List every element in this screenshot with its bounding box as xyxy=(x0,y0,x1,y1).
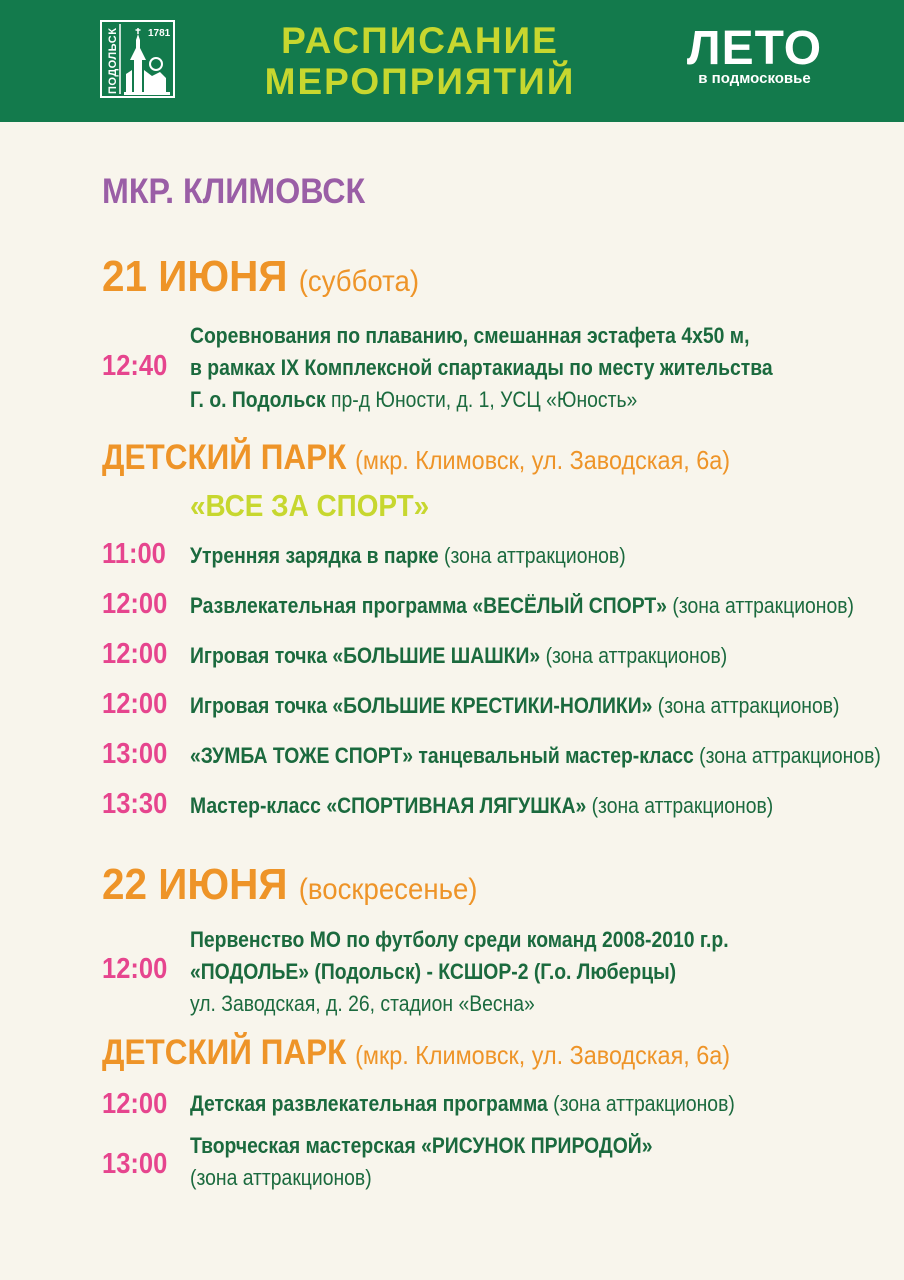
day1-venue-name: ДЕТСКИЙ ПАРК xyxy=(102,438,347,477)
day2-event1-line2: «ПОДОЛЬЕ» (Подольск) - КСШОР-2 (Г.о. Люберцы) xyxy=(190,959,677,984)
day2-event-text-line2: (зона аттракционов) xyxy=(190,1165,372,1190)
day2-event-time: 12:00 xyxy=(102,1088,168,1120)
day2-venue-name: ДЕТСКИЙ ПАРК xyxy=(102,1033,347,1072)
day1-event-time: 11:00 xyxy=(102,538,166,570)
day2-venue-heading xyxy=(102,1033,730,1075)
day2-event-text: Детская развлекательная программа (зона аттракционов) xyxy=(190,1091,735,1116)
day2-event1-line1: Первенство МО по футболу среди команд 2008-2010 г.р. xyxy=(190,927,729,952)
day1-event-time: 12:00 xyxy=(102,688,168,720)
day1-event-text: «ЗУМБА ТОЖЕ СПОРТ» танцевальный мастер-класс (зона аттракционов) xyxy=(190,743,881,768)
day1-event1-line2: в рамках IX Комплексной спартакиады по месту жительства xyxy=(190,355,773,380)
day2-event-time: 13:00 xyxy=(102,1148,168,1180)
day1-venue-subtitle: «ВСЕ ЗА СПОРТ» xyxy=(190,488,430,523)
day1-event-text: Игровая точка «БОЛЬШИЕ ШАШКИ» (зона аттракционов) xyxy=(190,643,728,668)
day1-event-time: 13:00 xyxy=(102,738,168,770)
day1-event-time: 12:00 xyxy=(102,588,168,620)
header-title-line1: РАСПИСАНИЕ xyxy=(281,20,559,61)
brand-word: ЛЕТО xyxy=(686,22,823,75)
day2-date-heading xyxy=(102,860,477,915)
header-title-line2: МЕРОПРИЯТИЙ xyxy=(264,61,576,102)
day2-venue-address: (мкр. Климовск, ул. Заводская, 6а) xyxy=(355,1040,731,1070)
brand-subtitle: в подмосковье xyxy=(698,70,811,87)
day1-event1-line1: Соревнования по плаванию, смешанная эстафета 4х50 м, xyxy=(190,323,750,348)
day1-date-heading xyxy=(102,252,419,307)
day2-day-name: (воскресенье) xyxy=(298,873,478,906)
day1-event1-time: 12:40 xyxy=(102,350,168,382)
day1-event-time: 12:00 xyxy=(102,638,168,670)
day2-event-text-line1: Творческая мастерская «РИСУНОК ПРИРОДОЙ» xyxy=(190,1133,653,1158)
day1-event-text: Утренняя зарядка в парке (зона аттракционов) xyxy=(190,543,626,568)
day1-event1-line3: Г. о. Подольск пр-д Юности, д. 1, УСЦ «Юность» xyxy=(190,387,638,412)
header-banner xyxy=(0,0,904,122)
district-title: МКР. КЛИМОВСК xyxy=(102,172,366,211)
day1-event-text: Мастер-класс «СПОРТИВНАЯ ЛЯГУШКА» (зона аттракционов) xyxy=(190,793,774,818)
city-emblem-icon xyxy=(100,20,175,98)
day1-event-text: Игровая точка «БОЛЬШИЕ КРЕСТИКИ-НОЛИКИ» (зона аттракционов) xyxy=(190,693,840,718)
day2-date: 22 ИЮНЯ xyxy=(102,860,288,909)
day1-date: 21 ИЮНЯ xyxy=(102,252,288,301)
day2-event1-line3: ул. Заводская, д. 26, стадион «Весна» xyxy=(190,991,535,1016)
day1-venue-heading xyxy=(102,438,730,480)
header-title xyxy=(220,20,620,102)
brand-logo xyxy=(672,22,837,88)
day1-day-name: (суббота) xyxy=(298,265,420,298)
emblem-year: 1781 xyxy=(148,28,171,39)
day1-event-time: 13:30 xyxy=(102,788,168,820)
emblem-city-name: ПОДОЛЬСК xyxy=(107,27,119,94)
day1-event-text: Развлекательная программа «ВЕСЁЛЫЙ СПОРТ» (зона аттракционов) xyxy=(190,593,855,618)
day1-venue-address: (мкр. Климовск, ул. Заводская, 6а) xyxy=(355,445,731,475)
day2-event1-time: 12:00 xyxy=(102,953,168,985)
